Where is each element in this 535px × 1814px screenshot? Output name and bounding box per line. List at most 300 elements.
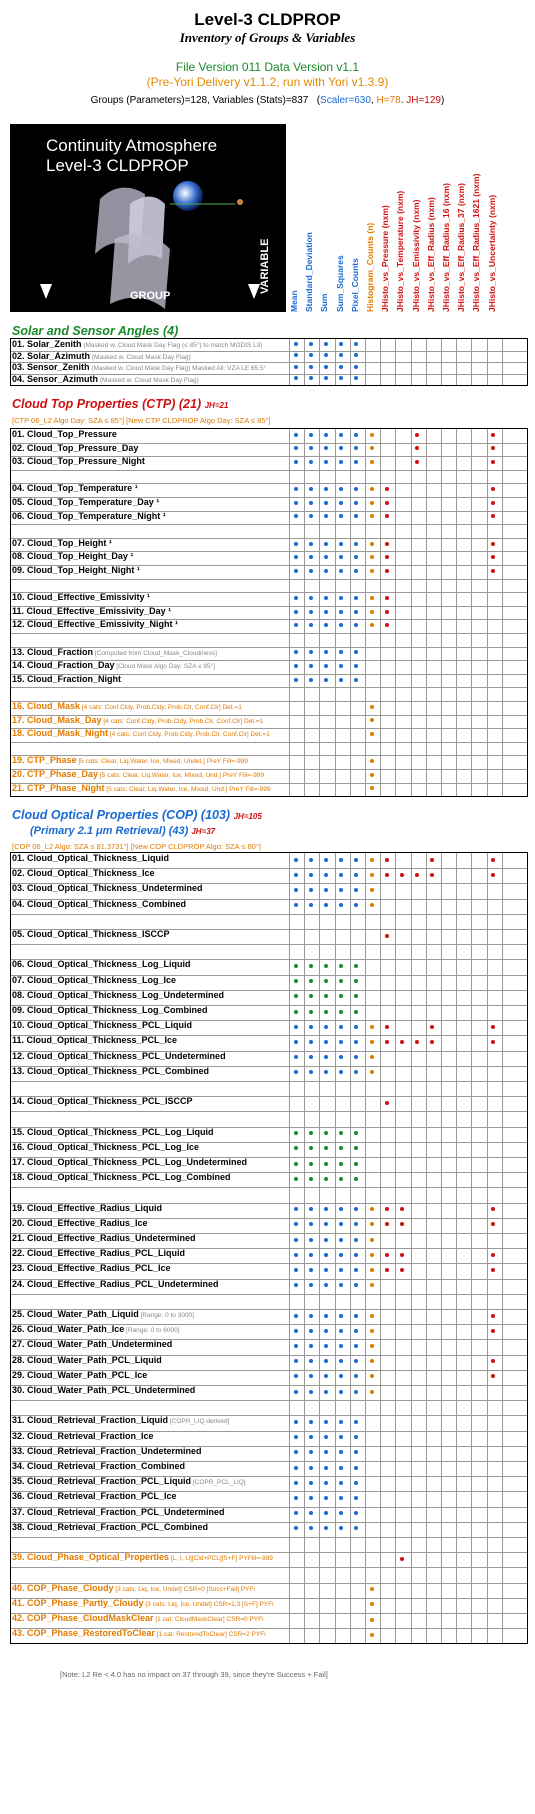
table-row-label: 40. COP_Phase_Cloudy [3 cats: Liq, Ice, Undet] CSR=0 [Succ+Fail] PYFi bbox=[12, 1582, 255, 1593]
availability-dot bbox=[339, 1238, 343, 1242]
availability-dot bbox=[309, 365, 313, 369]
availability-dot bbox=[370, 1633, 374, 1637]
availability-dot bbox=[294, 433, 298, 437]
table-row-label: 06. Cloud_Top_Temperature_Night ¹ bbox=[12, 510, 166, 521]
table-row-label: 32. Cloud_Retrieval_Fraction_Ice bbox=[12, 1430, 154, 1441]
availability-dot bbox=[294, 1207, 298, 1211]
availability-dot bbox=[324, 1040, 328, 1044]
section-ssa: Solar and Sensor Angles (4) bbox=[12, 324, 179, 338]
availability-dot bbox=[309, 1496, 313, 1500]
column-header bbox=[470, 120, 482, 316]
availability-dot bbox=[370, 487, 374, 491]
table-row-label: 18. Cloud_Optical_Thickness_PCL_Log_Combined bbox=[12, 1172, 231, 1183]
availability-dot bbox=[294, 964, 298, 968]
availability-dot bbox=[370, 555, 374, 559]
availability-dot bbox=[339, 365, 343, 369]
availability-dot bbox=[324, 365, 328, 369]
availability-dot bbox=[385, 555, 389, 559]
availability-dot bbox=[309, 1253, 313, 1257]
table-row-label: 14. Cloud_Fraction_Day [Cloud Mask Algo Day: SZA ≤ 85°] bbox=[12, 660, 215, 671]
availability-dot bbox=[385, 542, 389, 546]
availability-dot bbox=[370, 1055, 374, 1059]
banner-variable-label: VARIABLE bbox=[259, 238, 271, 294]
table-row-label: 13. Cloud_Optical_Thickness_PCL_Combined bbox=[12, 1065, 210, 1076]
availability-dot bbox=[324, 1268, 328, 1272]
summary-scaler: Scaler=630 bbox=[320, 95, 371, 106]
availability-dot bbox=[415, 873, 419, 877]
version-line: File Version 011 Data Version v1.1 bbox=[175, 60, 360, 74]
availability-dot bbox=[309, 1010, 313, 1014]
availability-dot bbox=[309, 1207, 313, 1211]
availability-dot bbox=[339, 1481, 343, 1485]
availability-dot bbox=[370, 903, 374, 907]
availability-dot bbox=[309, 487, 313, 491]
table-row-label: 28. Cloud_Water_Path_PCL_Liquid bbox=[12, 1354, 162, 1365]
availability-dot bbox=[324, 1344, 328, 1348]
table-row-label: 10. Cloud_Optical_Thickness_PCL_Liquid bbox=[12, 1020, 193, 1031]
availability-dot bbox=[385, 1268, 389, 1272]
table-row-label: 11. Cloud_Effective_Emissivity_Day ¹ bbox=[12, 605, 172, 616]
availability-dot bbox=[294, 1481, 298, 1485]
column-header-label: JHisto_vs_Temperature (nxm) bbox=[395, 190, 406, 312]
availability-dot bbox=[339, 1253, 343, 1257]
availability-dot bbox=[309, 542, 313, 546]
availability-dot bbox=[309, 569, 313, 573]
availability-dot bbox=[324, 542, 328, 546]
table-row-label: 18. Cloud_Mask_Night [4 cats: Conf.Cldy, Prob.Cldy, Prob.Clr, Conf.Clr] Det.=1 bbox=[12, 728, 270, 739]
table-row-label: 26. Cloud_Water_Path_Ice [Range: 0 to 6000] bbox=[12, 1324, 180, 1335]
availability-dot bbox=[385, 596, 389, 600]
availability-dot bbox=[294, 353, 298, 357]
table-row-label: 07. Cloud_Optical_Thickness_Log_Ice bbox=[12, 974, 177, 985]
availability-dot bbox=[309, 623, 313, 627]
table-row-label: 05. Cloud_Optical_Thickness_ISCCP bbox=[12, 929, 170, 939]
availability-dot bbox=[309, 888, 313, 892]
availability-dot bbox=[294, 664, 298, 668]
availability-dot bbox=[339, 1329, 343, 1333]
availability-dot bbox=[309, 501, 313, 505]
column-header-label: JHisto_vs_Eff_Radius (nxm) bbox=[425, 197, 436, 312]
availability-dot bbox=[309, 1466, 313, 1470]
summary-line: Groups (Parameters)=128, Variables (Stats)=837 (Scaler=630, H=78. JH=129) bbox=[90, 95, 445, 106]
availability-dot bbox=[339, 610, 343, 614]
table-row-label: 05. Cloud_Top_Temperature_Day ¹ bbox=[12, 497, 160, 507]
availability-dot bbox=[294, 460, 298, 464]
column-header-label: JHisto_vs_Pressure (nxm) bbox=[380, 205, 391, 312]
availability-dot bbox=[294, 1314, 298, 1318]
availability-dot bbox=[309, 1511, 313, 1515]
availability-dot bbox=[491, 569, 495, 573]
availability-dot bbox=[324, 460, 328, 464]
column-header bbox=[455, 120, 467, 316]
availability-dot bbox=[339, 1314, 343, 1318]
table-row-label: 29. Cloud_Water_Path_PCL_Ice bbox=[12, 1369, 148, 1380]
table-row-label: 41. COP_Phase_Partly_Cloudy [3 cats: Liq, Ice, Undet] CSR=1,3 [S+F] PYFi bbox=[12, 1597, 274, 1608]
availability-dot bbox=[309, 1177, 313, 1181]
availability-dot bbox=[309, 433, 313, 437]
summary-prefix: Groups (Parameters)=128, Variables (Stats)=837 bbox=[90, 95, 309, 106]
banner-group-label: GROUP bbox=[130, 290, 171, 302]
summary-jh: JH=129 bbox=[406, 95, 441, 106]
availability-dot bbox=[294, 596, 298, 600]
page-title: Level-3 CLDPROP bbox=[194, 10, 341, 29]
availability-dot bbox=[339, 433, 343, 437]
table-row-label: 43. COP_Phase_RestoredToClear [1 cat: RestoredToClear] CSR=2 PYFi bbox=[12, 1628, 266, 1639]
availability-dot bbox=[309, 1390, 313, 1394]
availability-dot bbox=[370, 1040, 374, 1044]
section-cop: Cloud Optical Properties (COP) (103) JH=105 bbox=[12, 808, 262, 822]
column-header-label: Mean bbox=[289, 290, 299, 312]
table-row-label: 31. Cloud_Retrieval_Fraction_Liquid [COPR_LIQ derived] bbox=[12, 1415, 230, 1426]
availability-dot bbox=[370, 1618, 374, 1622]
availability-dot bbox=[294, 1435, 298, 1439]
availability-dot bbox=[370, 596, 374, 600]
availability-dot bbox=[309, 1283, 313, 1287]
table-row-label: 01. Solar_Zenith (Masked w. Cloud Mask Day Flag (≤ 85°) to match MODIS L3) bbox=[12, 339, 263, 349]
availability-dot bbox=[339, 1390, 343, 1394]
availability-dot bbox=[294, 342, 298, 346]
table-row-label: 10. Cloud_Effective_Emissivity ¹ bbox=[12, 592, 151, 603]
availability-dot bbox=[294, 1390, 298, 1394]
availability-dot bbox=[294, 542, 298, 546]
column-header bbox=[364, 120, 376, 316]
availability-dot bbox=[294, 569, 298, 573]
availability-dot bbox=[491, 858, 495, 862]
summary-h: H=78 bbox=[376, 95, 401, 106]
cop-algo-note: [COP 06_L2 Algo: SZA ≤ 81.3731°] [New COP CLDPROP Algo: SZA ≤ 80°] bbox=[12, 842, 261, 851]
availability-dot bbox=[339, 542, 343, 546]
table-row-label: 08. Cloud_Optical_Thickness_Log_Undetermined bbox=[12, 989, 225, 1000]
availability-dot bbox=[324, 678, 328, 682]
availability-dot bbox=[491, 501, 495, 505]
availability-dot bbox=[309, 678, 313, 682]
availability-dot bbox=[324, 433, 328, 437]
availability-dot bbox=[339, 569, 343, 573]
availability-dot bbox=[324, 1496, 328, 1500]
availability-dot bbox=[294, 1268, 298, 1272]
column-header bbox=[410, 120, 422, 316]
table-row-label: 03. Cloud_Optical_Thickness_Undetermined bbox=[12, 883, 203, 894]
availability-dot bbox=[370, 542, 374, 546]
availability-dot bbox=[385, 501, 389, 505]
availability-dot bbox=[339, 678, 343, 682]
availability-dot bbox=[309, 873, 313, 877]
availability-dot bbox=[324, 888, 328, 892]
table-row-label: 04. Cloud_Top_Temperature ¹ bbox=[12, 483, 138, 494]
availability-dot bbox=[339, 342, 343, 346]
banner-image bbox=[10, 124, 286, 312]
availability-dot bbox=[324, 1314, 328, 1318]
table-row-label: 09. Cloud_Optical_Thickness_Log_Combined bbox=[12, 1005, 208, 1015]
table-row-label: 21. Cloud_Effective_Radius_Undetermined bbox=[12, 1233, 196, 1243]
availability-dot bbox=[309, 1268, 313, 1272]
availability-dot bbox=[385, 623, 389, 627]
availability-dot bbox=[324, 1162, 328, 1166]
table-row-label: 15. Cloud_Optical_Thickness_PCL_Log_Liquid bbox=[12, 1126, 214, 1137]
availability-dot bbox=[324, 964, 328, 968]
availability-dot bbox=[370, 1359, 374, 1363]
column-header bbox=[425, 120, 437, 316]
availability-dot bbox=[309, 1314, 313, 1318]
table-row-label: 09. Cloud_Top_Height_Night ¹ bbox=[12, 565, 140, 575]
availability-dot bbox=[309, 460, 313, 464]
availability-dot bbox=[324, 1253, 328, 1257]
column-header-label: Sum_Squares bbox=[334, 255, 345, 312]
availability-dot bbox=[370, 1283, 374, 1287]
column-header-label: JHisto_vs_Uncertainty (nxm) bbox=[486, 194, 497, 312]
availability-dot bbox=[309, 1040, 313, 1044]
table-row-label: 11. Cloud_Optical_Thickness_PCL_Ice bbox=[12, 1035, 178, 1046]
availability-dot bbox=[339, 1162, 343, 1166]
table-row-label: 16. Cloud_Optical_Thickness_PCL_Log_Ice bbox=[12, 1141, 200, 1152]
availability-dot bbox=[294, 678, 298, 682]
availability-dot bbox=[491, 1314, 495, 1318]
availability-dot bbox=[370, 888, 374, 892]
availability-dot bbox=[294, 1162, 298, 1166]
availability-dot bbox=[339, 501, 343, 505]
availability-dot bbox=[294, 873, 298, 877]
column-header-label: JHisto_vs_Emissivity (nxm) bbox=[410, 199, 421, 312]
availability-dot bbox=[370, 623, 374, 627]
column-header bbox=[288, 120, 300, 316]
table-row-label: 13. Cloud_Fraction [Computed from Cloud_Mask_Cloudiness] bbox=[12, 646, 217, 657]
availability-dot bbox=[400, 1557, 404, 1561]
availability-dot bbox=[491, 873, 495, 877]
availability-dot bbox=[491, 1025, 495, 1029]
table-row-label: 35. Cloud_Retrieval_Fraction_PCL_Liquid [COPR_PCL_LIQ] bbox=[12, 1476, 246, 1487]
column-header bbox=[318, 120, 330, 316]
availability-dot bbox=[324, 342, 328, 346]
availability-dot bbox=[294, 1283, 298, 1287]
availability-dot bbox=[309, 1329, 313, 1333]
availability-dot bbox=[385, 873, 389, 877]
availability-dot bbox=[294, 501, 298, 505]
availability-dot bbox=[309, 903, 313, 907]
availability-dot bbox=[294, 1511, 298, 1515]
availability-dot bbox=[309, 664, 313, 668]
availability-dot bbox=[294, 1253, 298, 1257]
availability-dot bbox=[324, 1390, 328, 1394]
table-row-label: 36. Cloud_Retrieval_Fraction_PCL_Ice bbox=[12, 1491, 177, 1502]
availability-dot bbox=[294, 623, 298, 627]
table-row-label: 42. COP_Phase_CloudMaskClear [1 cat: CloudMaskClear] CSR=0 PYFi bbox=[12, 1613, 264, 1623]
banner-line2: Level-3 CLDPROP bbox=[46, 156, 189, 175]
table-row-label: 27. Cloud_Water_Path_Undetermined bbox=[12, 1339, 173, 1350]
availability-dot bbox=[309, 1025, 313, 1029]
availability-dot bbox=[370, 460, 374, 464]
availability-dot bbox=[294, 979, 298, 983]
availability-dot bbox=[324, 1025, 328, 1029]
availability-dot bbox=[309, 1055, 313, 1059]
column-header-label: Sum bbox=[319, 293, 330, 312]
availability-dot bbox=[370, 1344, 374, 1348]
table-row-label: 17. Cloud_Optical_Thickness_PCL_Log_Undetermined bbox=[12, 1157, 248, 1167]
availability-dot bbox=[294, 858, 298, 862]
availability-dot bbox=[324, 873, 328, 877]
availability-dot bbox=[294, 1466, 298, 1470]
availability-dot bbox=[294, 1238, 298, 1242]
availability-dot bbox=[415, 433, 419, 437]
column-header-label: JHisto_vs_Eff_Radius_16 (nxm) bbox=[441, 183, 451, 312]
table-row-label: 15. Cloud_Fraction_Night bbox=[12, 673, 122, 684]
availability-dot bbox=[294, 888, 298, 892]
availability-dot bbox=[370, 705, 374, 709]
table-row-label: 21. CTP_Phase_Night [5 cats: Clear, Liq.Water, Ice, Mixed, Und.] PreY Fill=-999 bbox=[12, 782, 271, 793]
availability-dot bbox=[385, 858, 389, 862]
table-row-label: 03. Sensor_Zenith (Masked w. Cloud Mask Day Flag) Masked All: VZA LE 65.5° bbox=[12, 362, 267, 372]
availability-dot bbox=[339, 858, 343, 862]
table-row-label: 04. Sensor_Azimuth (Masked w. Cloud Mask Day Flag) bbox=[12, 373, 199, 384]
availability-dot bbox=[385, 610, 389, 614]
availability-dot bbox=[370, 569, 374, 573]
availability-dot bbox=[385, 1253, 389, 1257]
availability-dot bbox=[294, 1359, 298, 1363]
table-row-label: 22. Cloud_Effective_Radius_PCL_Liquid bbox=[12, 1248, 186, 1259]
column-header bbox=[349, 120, 361, 316]
availability-dot bbox=[324, 1238, 328, 1242]
availability-dot bbox=[385, 1207, 389, 1211]
availability-dot bbox=[309, 1481, 313, 1485]
availability-dot bbox=[339, 873, 343, 877]
availability-dot bbox=[339, 1466, 343, 1470]
availability-dot bbox=[324, 1329, 328, 1333]
availability-dot bbox=[385, 934, 389, 938]
availability-dot bbox=[370, 1587, 374, 1591]
availability-dot bbox=[309, 555, 313, 559]
availability-dot bbox=[370, 858, 374, 862]
column-header bbox=[303, 120, 315, 316]
availability-dot bbox=[370, 1329, 374, 1333]
availability-dot bbox=[370, 1025, 374, 1029]
availability-dot bbox=[294, 1344, 298, 1348]
table-row-label: 38. Cloud_Retrieval_Fraction_PCL_Combined bbox=[12, 1521, 209, 1532]
availability-dot bbox=[324, 1481, 328, 1485]
availability-dot bbox=[324, 596, 328, 600]
availability-dot bbox=[491, 542, 495, 546]
table-row-label: 25. Cloud_Water_Path_Liquid [Range: 0 to 3000] bbox=[12, 1309, 194, 1319]
availability-dot bbox=[294, 1131, 298, 1135]
availability-dot bbox=[309, 1162, 313, 1166]
availability-dot bbox=[491, 1253, 495, 1257]
table-row-label: 17. Cloud_Mask_Day [4 cats: Conf.Cldy, Prob.Cldy, Prob.Clr, Conf.Clr] Det.=1 bbox=[12, 714, 264, 725]
availability-dot bbox=[385, 569, 389, 573]
availability-dot bbox=[400, 1253, 404, 1257]
availability-dot bbox=[385, 1025, 389, 1029]
availability-dot bbox=[294, 1177, 298, 1181]
table-row-label: 16. Cloud_Mask [4 cats: Conf.Cldy, Prob.Cldy, Prob.Clr, Conf.Clr] Det.=1 bbox=[12, 701, 242, 711]
availability-dot bbox=[370, 1268, 374, 1272]
table-row-label: 20. CTP_Phase_Day [5 cats: Clear, Liq.Water, Ice, Mixed, Und.] PreY Fill=-999 bbox=[12, 769, 265, 779]
section-cop-primary: (Primary 2.1 μm Retrieval) (43) JH=37 bbox=[30, 825, 216, 837]
table-row-label: 34. Cloud_Retrieval_Fraction_Combined bbox=[12, 1461, 186, 1471]
availability-dot bbox=[370, 773, 374, 777]
column-header bbox=[334, 120, 346, 316]
availability-dot bbox=[294, 1496, 298, 1500]
column-header bbox=[394, 120, 406, 316]
table-row-label: 39. Cloud_Phase_Optical_Properties [L, I, U][Cld+PCL][S+F] PYFill=-999 bbox=[12, 1552, 273, 1563]
availability-dot bbox=[309, 1420, 313, 1424]
availability-dot bbox=[309, 342, 313, 346]
availability-dot bbox=[370, 1253, 374, 1257]
table-row-label: 33. Cloud_Retrieval_Fraction_Undetermined bbox=[12, 1445, 202, 1456]
availability-dot bbox=[339, 1177, 343, 1181]
availability-dot bbox=[324, 1420, 328, 1424]
availability-dot bbox=[385, 487, 389, 491]
availability-dot bbox=[294, 610, 298, 614]
availability-dot bbox=[294, 1329, 298, 1333]
table-row-label: 19. CTP_Phase [5 cats: Clear, Liq.Water, Ice, Mixed, Undet.] PreY Fill=-999 bbox=[12, 755, 248, 766]
availability-dot bbox=[385, 1101, 389, 1105]
availability-dot bbox=[294, 555, 298, 559]
table-row-label: 07. Cloud_Top_Height ¹ bbox=[12, 537, 112, 548]
availability-dot bbox=[324, 1010, 328, 1014]
table-row-label: 19. Cloud_Effective_Radius_Liquid bbox=[12, 1202, 163, 1213]
l2-note: [Note: L2 Re < 4.0 has no impact on 37 through 39, since they're Success + Fail] bbox=[60, 1670, 328, 1679]
availability-dot bbox=[309, 979, 313, 983]
availability-dot bbox=[309, 1435, 313, 1439]
availability-dot bbox=[324, 664, 328, 668]
table-row-label: 24. Cloud_Effective_Radius_PCL_Undetermined bbox=[12, 1278, 219, 1289]
availability-dot bbox=[294, 1055, 298, 1059]
column-header bbox=[379, 120, 391, 316]
table-row-label: 37. Cloud_Retrieval_Fraction_PCL_Undetermined bbox=[12, 1506, 225, 1517]
table-row-label: 12. Cloud_Optical_Thickness_PCL_Undetermined bbox=[12, 1050, 226, 1061]
availability-dot bbox=[370, 759, 374, 763]
availability-dot bbox=[339, 1010, 343, 1014]
column-header bbox=[486, 120, 498, 316]
table-row-label: 12. Cloud_Effective_Emissivity_Night ¹ bbox=[12, 619, 179, 630]
availability-dot bbox=[294, 903, 298, 907]
availability-dot bbox=[370, 732, 374, 736]
availability-dot bbox=[309, 1238, 313, 1242]
availability-dot bbox=[385, 1040, 389, 1044]
table-row-label: 01. Cloud_Top_Pressure bbox=[12, 429, 117, 439]
delivery-line: (Pre-Yori Delivery v1.1.2, run with Yori v1.3.9) bbox=[146, 75, 389, 89]
table-row-label: 14. Cloud_Optical_Thickness_PCL_ISCCP bbox=[12, 1096, 193, 1107]
availability-dot bbox=[309, 1131, 313, 1135]
table-row-label: 02. Solar_Azimuth (Masked w. Cloud Mask Day Flag) bbox=[12, 350, 191, 361]
availability-dot bbox=[400, 1040, 404, 1044]
column-header-label: Standard_Deviation bbox=[304, 232, 315, 312]
table-row-label: 03. Cloud_Top_Pressure_Night bbox=[12, 456, 145, 467]
availability-dot bbox=[370, 610, 374, 614]
satellite-illustration bbox=[10, 124, 286, 312]
table-row-label: 02. Cloud_Top_Pressure_Day bbox=[12, 442, 139, 453]
availability-dot bbox=[370, 433, 374, 437]
availability-dot bbox=[370, 501, 374, 505]
availability-dot bbox=[370, 1390, 374, 1394]
table-row-label: 02. Cloud_Optical_Thickness_Ice bbox=[12, 868, 155, 879]
table-row-label: 20. Cloud_Effective_Radius_Ice bbox=[12, 1217, 148, 1228]
availability-dot bbox=[491, 433, 495, 437]
availability-dot bbox=[294, 365, 298, 369]
availability-dot bbox=[294, 1040, 298, 1044]
availability-dot bbox=[309, 610, 313, 614]
availability-dot bbox=[324, 858, 328, 862]
availability-dot bbox=[324, 610, 328, 614]
availability-dot bbox=[339, 1025, 343, 1029]
availability-dot bbox=[294, 487, 298, 491]
availability-dot bbox=[309, 596, 313, 600]
availability-dot bbox=[400, 873, 404, 877]
table-row-label: 04. Cloud_Optical_Thickness_Combined bbox=[12, 898, 187, 909]
availability-dot bbox=[324, 1177, 328, 1181]
availability-dot bbox=[400, 1268, 404, 1272]
column-header-label: Histogram_Counts (n) bbox=[365, 222, 375, 312]
ctp-algo-note: [CTP 06_L2 Algo Day: SZA ≤ 85°] [New CTP CLDPROP Algo Day: SZA ≤ 85°] bbox=[12, 416, 271, 425]
availability-dot bbox=[324, 569, 328, 573]
table-row-label: 01. Cloud_Optical_Thickness_Liquid bbox=[12, 853, 170, 863]
